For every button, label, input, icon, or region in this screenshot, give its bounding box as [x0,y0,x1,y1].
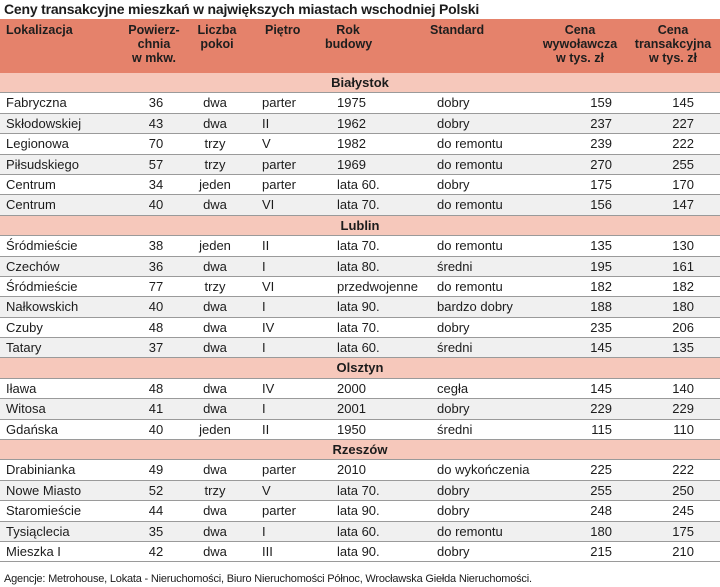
cell-rok-budowy: lata 60. [337,523,380,539]
header-cena-wywolawcza: Cena wywoławcza w tys. zł [542,23,618,65]
cell-cena-wywolawcza: 115 [591,421,612,437]
cell-pietro: II [262,238,270,254]
cell-rok-budowy: lata 90. [337,503,380,519]
cell-powierzchnia: 36 [148,95,164,111]
cell-cena-wywolawcza: 229 [590,401,612,417]
cell-liczba-pokoi: dwa [203,197,227,213]
cell-standard: cegła [437,380,469,396]
cell-rok-budowy: 1975 [337,95,366,111]
cell-powierzchnia: 40 [148,421,164,437]
cell-lokalizacja: Witosa [6,401,46,417]
table-row [0,420,720,440]
cell-powierzchnia: 34 [148,176,164,192]
table-row [0,318,720,338]
city-section-header: Olsztyn [0,358,720,378]
cell-powierzchnia: 70 [148,136,164,152]
cell-pietro: II [262,115,270,131]
cell-rok-budowy: lata 70. [337,482,380,498]
cell-cena-wywolawcza: 188 [590,299,612,315]
cell-cena-transakcyjna: 140 [672,380,694,396]
source-text: Metrohouse, Lokata - Nieruchomości, Biuro Nieruchomości Północ, Wrocławska Giełda Nieruchomości. [48,573,532,585]
cell-cena-wywolawcza: 180 [590,523,612,539]
cell-cena-wywolawcza: 255 [590,482,612,498]
cell-powierzchnia: 44 [148,503,164,519]
cell-pietro: parter [262,95,296,111]
table-row [0,501,720,521]
cell-standard: dobry [437,319,470,335]
cell-powierzchnia: 52 [148,482,164,498]
cell-cena-wywolawcza: 175 [590,176,612,192]
cell-cena-wywolawcza: 215 [590,543,612,559]
cell-lokalizacja: Skłodowskiej [6,115,82,131]
cell-lokalizacja: Mieszka I [6,543,61,559]
cell-standard: średni [437,421,473,437]
cell-standard: do remontu [437,238,503,254]
cell-pietro: II [262,421,270,437]
cell-cena-transakcyjna: 222 [672,136,694,152]
cell-lokalizacja: Drabinianka [6,462,76,478]
table-row [0,114,720,134]
cell-rok-budowy: 1982 [337,136,366,152]
cell-cena-wywolawcza: 225 [590,462,612,478]
cell-powierzchnia: 77 [148,278,164,294]
table-row [0,175,720,195]
cell-powierzchnia: 48 [148,380,164,396]
cell-standard: dobry [437,543,470,559]
cell-lokalizacja: Centrum [6,176,56,192]
cell-standard: do wykończenia [437,462,530,478]
cell-standard: średni [437,340,473,356]
table-row [0,134,720,154]
cell-cena-wywolawcza: 145 [590,340,612,356]
source-note [0,571,720,587]
cell-rok-budowy: 2001 [337,401,366,417]
cell-rok-budowy: lata 70. [337,197,380,213]
cell-lokalizacja: Nałkowskich [6,299,79,315]
table-row [0,257,720,277]
cell-standard: do remontu [437,156,503,172]
cell-standard: bardzo dobry [437,299,513,315]
cell-cena-transakcyjna: 130 [672,238,694,254]
cell-cena-transakcyjna: 135 [672,340,694,356]
cell-pietro: VI [262,197,275,213]
header-standard: Standard [430,23,485,37]
cell-rok-budowy: lata 90. [337,543,380,559]
cell-lokalizacja: Gdańska [6,421,59,437]
cell-lokalizacja: Czechów [6,258,60,274]
cell-lokalizacja: Iława [6,380,37,396]
table-row [0,236,720,256]
cell-lokalizacja: Śródmieście [6,238,78,254]
table-body [0,73,720,562]
cell-liczba-pokoi: dwa [203,258,227,274]
table-row [0,195,720,215]
city-section-header: Białystok [0,73,720,93]
cell-cena-wywolawcza: 235 [590,319,612,335]
cell-cena-transakcyjna: 170 [672,176,694,192]
table-row [0,277,720,297]
cell-liczba-pokoi: dwa [203,543,227,559]
cell-cena-wywolawcza: 135 [590,238,612,254]
table-row [0,155,720,175]
cell-rok-budowy: przedwojenne [337,278,418,294]
table-row [0,338,720,358]
cell-powierzchnia: 38 [148,238,164,254]
cell-pietro: I [262,401,266,417]
cell-powierzchnia: 36 [148,258,164,274]
cell-cena-transakcyjna: 222 [672,462,694,478]
cell-powierzchnia: 43 [148,115,164,131]
cell-pietro: IV [262,319,275,335]
cell-lokalizacja: Nowe Miasto [6,482,82,498]
cell-standard: do remontu [437,523,503,539]
table-row [0,542,720,562]
cell-liczba-pokoi: trzy [204,482,226,498]
cell-rok-budowy: 2010 [337,462,366,478]
cell-rok-budowy: 2000 [337,380,366,396]
header-cena-transakcyjna: Cena transakcyjna w tys. zł [634,23,712,65]
cell-cena-wywolawcza: 195 [590,258,612,274]
cell-pietro: parter [262,156,296,172]
cell-powierzchnia: 49 [148,462,164,478]
cell-cena-wywolawcza: 182 [590,278,612,294]
table-row [0,460,720,480]
cell-liczba-pokoi: dwa [203,115,227,131]
cell-rok-budowy: lata 60. [337,340,380,356]
cell-standard: do remontu [437,136,503,152]
cell-rok-budowy: lata 80. [337,258,380,274]
cell-liczba-pokoi: dwa [203,340,227,356]
table-row [0,481,720,501]
cell-rok-budowy: lata 60. [337,176,380,192]
cell-cena-wywolawcza: 145 [590,380,612,396]
table-row [0,399,720,419]
cell-lokalizacja: Śródmieście [6,278,78,294]
cell-powierzchnia: 40 [148,299,164,315]
cell-powierzchnia: 40 [148,197,164,213]
cell-liczba-pokoi: dwa [203,503,227,519]
table-row [0,93,720,113]
cell-liczba-pokoi: jeden [199,238,231,254]
cell-liczba-pokoi: trzy [204,156,226,172]
table-row [0,379,720,399]
cell-pietro: V [262,482,271,498]
cell-standard: dobry [437,115,470,131]
cell-lokalizacja: Czuby [6,319,43,335]
cell-cena-transakcyjna: 147 [672,197,694,213]
cell-pietro: IV [262,380,275,396]
cell-standard: dobry [437,401,470,417]
cell-lokalizacja: Legionowa [6,136,69,152]
cell-cena-transakcyjna: 229 [672,401,694,417]
cell-rok-budowy: lata 70. [337,238,380,254]
cell-pietro: I [262,340,266,356]
cell-cena-transakcyjna: 175 [672,523,694,539]
cell-liczba-pokoi: jeden [199,421,231,437]
table-title: Ceny transakcyjne mieszkań w największych miastach wschodniej Polski [4,1,480,17]
cell-rok-budowy: 1962 [337,115,366,131]
cell-pietro: V [262,136,271,152]
cell-cena-transakcyjna: 110 [673,421,694,437]
cell-liczba-pokoi: trzy [204,136,226,152]
cell-lokalizacja: Staromieście [6,503,82,519]
cell-cena-wywolawcza: 156 [590,197,612,213]
cell-lokalizacja: Piłsudskiego [6,156,79,172]
cell-lokalizacja: Centrum [6,197,56,213]
cell-standard: dobry [437,95,470,111]
cell-pietro: VI [262,278,275,294]
cell-liczba-pokoi: dwa [203,462,227,478]
cell-cena-wywolawcza: 239 [590,136,612,152]
cell-pietro: III [262,543,273,559]
cell-liczba-pokoi: jeden [199,176,231,192]
cell-rok-budowy: 1969 [337,156,366,172]
cell-pietro: parter [262,176,296,192]
cell-liczba-pokoi: dwa [203,401,227,417]
cell-cena-wywolawcza: 248 [590,503,612,519]
cell-cena-transakcyjna: 182 [672,278,694,294]
cell-standard: dobry [437,176,470,192]
cell-cena-wywolawcza: 159 [590,95,612,111]
cell-pietro: I [262,258,266,274]
cell-rok-budowy: 1950 [337,421,366,437]
cell-powierzchnia: 37 [148,340,164,356]
cell-rok-budowy: lata 90. [337,299,380,315]
header-liczba-pokoi: Liczba pokoi [197,23,237,51]
cell-standard: średni [437,258,473,274]
cell-cena-transakcyjna: 145 [672,95,694,111]
header-lokalizacja: Lokalizacja [6,23,73,37]
cell-cena-transakcyjna: 245 [672,503,694,519]
header-rok-budowy: Rok budowy [325,23,373,51]
table-row [0,522,720,542]
city-section-header: Lublin [0,216,720,236]
cell-pietro: parter [262,503,296,519]
header-powierzchnia: Powierz- chnia w mkw. [128,23,180,65]
cell-liczba-pokoi: dwa [203,319,227,335]
table-row [0,297,720,317]
cell-lokalizacja: Tysiąclecia [6,523,70,539]
source-label: Agencje: [4,573,46,585]
cell-liczba-pokoi: dwa [203,380,227,396]
cell-cena-transakcyjna: 210 [672,543,694,559]
cell-pietro: I [262,299,266,315]
cell-standard: do remontu [437,278,503,294]
cell-liczba-pokoi: dwa [203,299,227,315]
cell-powierzchnia: 42 [148,543,164,559]
cell-powierzchnia: 48 [148,319,164,335]
header-pietro: Piętro [265,23,301,37]
cell-standard: dobry [437,503,470,519]
cell-rok-budowy: lata 70. [337,319,380,335]
cell-pietro: parter [262,462,296,478]
cell-lokalizacja: Tatary [6,340,42,356]
cell-cena-transakcyjna: 206 [672,319,694,335]
cell-pietro: I [262,523,266,539]
cell-lokalizacja: Fabryczna [6,95,67,111]
cell-liczba-pokoi: dwa [203,523,227,539]
cell-standard: do remontu [437,197,503,213]
cell-cena-transakcyjna: 227 [672,115,694,131]
cell-cena-transakcyjna: 250 [672,482,694,498]
cell-powierzchnia: 57 [148,156,164,172]
cell-powierzchnia: 35 [148,523,164,539]
cell-cena-transakcyjna: 180 [672,299,694,315]
cell-cena-wywolawcza: 237 [590,115,612,131]
cell-powierzchnia: 41 [148,401,164,417]
cell-cena-transakcyjna: 255 [672,156,694,172]
cell-cena-transakcyjna: 161 [672,258,694,274]
cell-standard: dobry [437,482,470,498]
table-header [0,19,720,73]
city-section-header: Rzeszów [0,440,720,460]
cell-cena-wywolawcza: 270 [590,156,612,172]
cell-liczba-pokoi: dwa [203,95,227,111]
cell-liczba-pokoi: trzy [204,278,226,294]
